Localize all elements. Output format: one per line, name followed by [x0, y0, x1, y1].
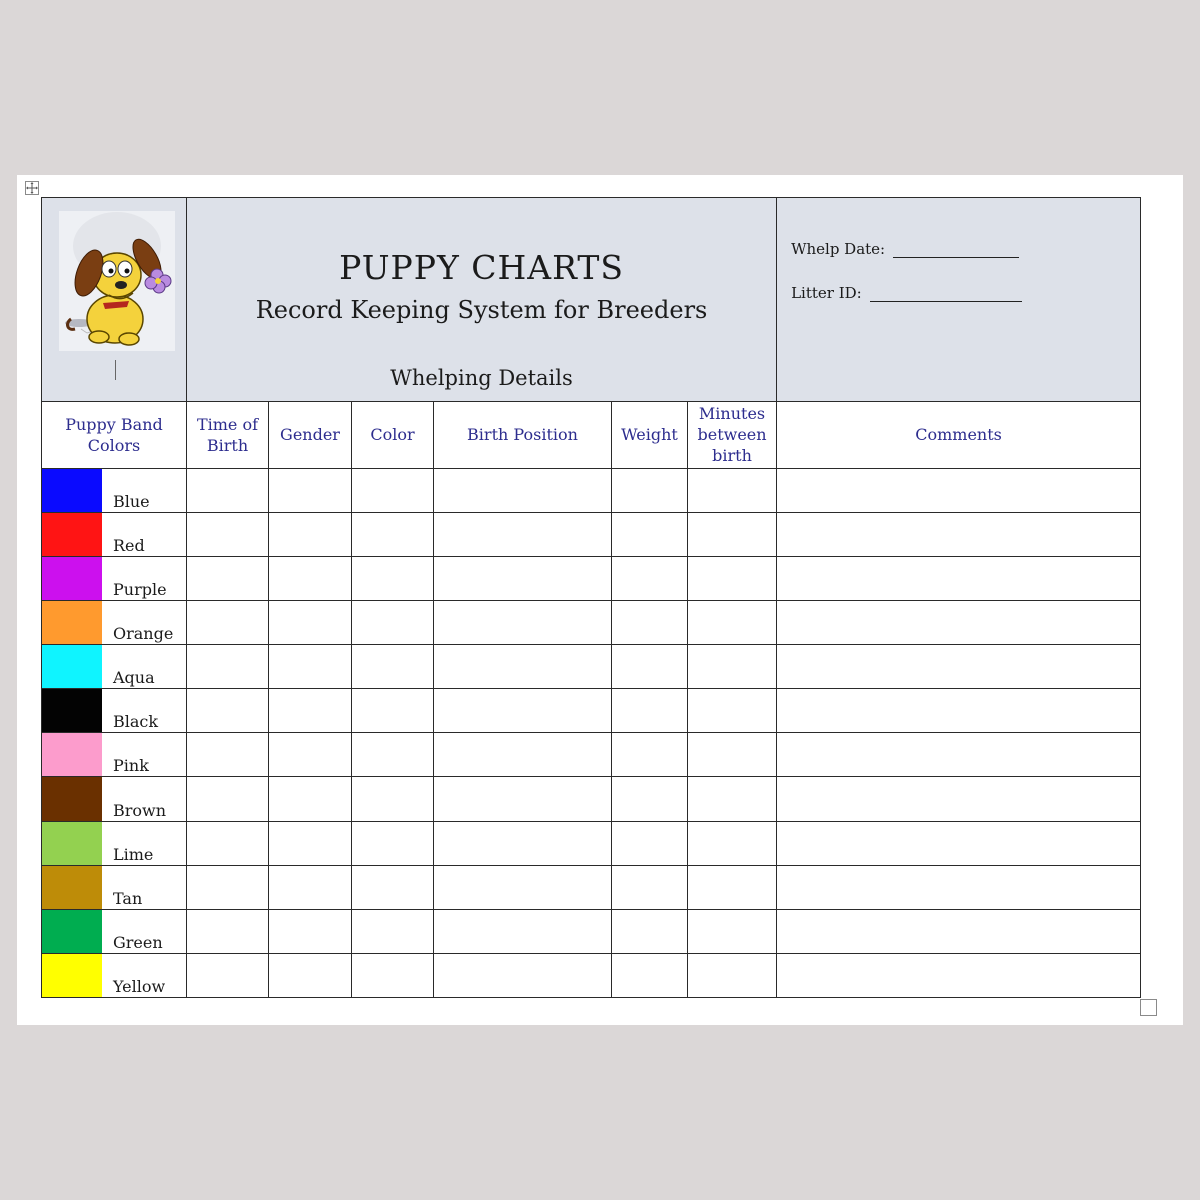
color-cell[interactable] — [352, 601, 434, 645]
color-cell[interactable] — [352, 512, 434, 556]
birth-position-cell[interactable] — [434, 512, 612, 556]
birth-position-cell[interactable] — [434, 953, 612, 997]
column-header-band-colors: Puppy Band Colors — [42, 402, 187, 469]
table-resize-handle-icon[interactable] — [1140, 999, 1157, 1016]
litter-id-field[interactable] — [791, 284, 1022, 302]
page-title: PUPPY CHARTS — [339, 248, 624, 287]
comments-cell[interactable] — [777, 556, 1141, 600]
time-of-birth-cell[interactable] — [187, 601, 269, 645]
birth-position-cell[interactable] — [434, 909, 612, 953]
table-row — [42, 556, 1141, 600]
litter-id-blank[interactable] — [870, 287, 1022, 302]
logo-divider — [115, 360, 116, 380]
table-row — [42, 733, 1141, 777]
color-cell[interactable] — [352, 777, 434, 821]
minutes-between-cell[interactable] — [688, 512, 777, 556]
band-color-swatch — [42, 689, 102, 732]
gender-cell[interactable] — [269, 512, 352, 556]
column-header-time-of-birth: Time of Birth — [187, 402, 269, 469]
gender-cell[interactable] — [269, 468, 352, 512]
band-color-cell — [42, 468, 187, 512]
birth-position-cell[interactable] — [434, 821, 612, 865]
time-of-birth-cell[interactable] — [187, 953, 269, 997]
table-row — [42, 468, 1141, 512]
column-header-row — [42, 402, 1141, 469]
comments-cell[interactable] — [777, 733, 1141, 777]
comments-cell[interactable] — [777, 601, 1141, 645]
column-header-minutes-between: Minutes between birth — [688, 402, 777, 469]
band-color-swatch — [42, 733, 102, 776]
birth-position-cell[interactable] — [434, 865, 612, 909]
color-cell[interactable] — [352, 689, 434, 733]
gender-cell[interactable] — [269, 865, 352, 909]
birth-position-cell[interactable] — [434, 733, 612, 777]
band-color-swatch — [42, 954, 102, 997]
logo-cell — [42, 198, 187, 402]
color-cell[interactable] — [352, 733, 434, 777]
time-of-birth-cell[interactable] — [187, 512, 269, 556]
band-color-label: Tan — [113, 888, 143, 908]
band-color-cell — [42, 689, 187, 733]
time-of-birth-cell[interactable] — [187, 645, 269, 689]
minutes-between-cell[interactable] — [688, 777, 777, 821]
band-color-label: Yellow — [113, 977, 166, 996]
gender-cell[interactable] — [269, 689, 352, 733]
comments-cell[interactable] — [777, 468, 1141, 512]
birth-position-cell[interactable] — [434, 468, 612, 512]
band-color-label: Lime — [113, 844, 154, 864]
band-color-label: Purple — [113, 580, 167, 600]
band-color-label: Green — [113, 932, 163, 952]
table-row — [42, 689, 1141, 733]
minutes-between-cell[interactable] — [688, 689, 777, 733]
time-of-birth-cell[interactable] — [187, 556, 269, 600]
comments-cell[interactable] — [777, 865, 1141, 909]
birth-position-cell[interactable] — [434, 645, 612, 689]
weight-cell[interactable] — [612, 865, 688, 909]
weight-cell[interactable] — [612, 821, 688, 865]
minutes-between-cell[interactable] — [688, 953, 777, 997]
band-color-label: Orange — [113, 624, 174, 644]
minutes-between-cell[interactable] — [688, 645, 777, 689]
band-color-cell — [42, 953, 187, 997]
column-header-gender: Gender — [269, 402, 352, 469]
gender-cell[interactable] — [269, 645, 352, 689]
minutes-between-cell[interactable] — [688, 733, 777, 777]
minutes-between-cell[interactable] — [688, 865, 777, 909]
band-color-label: Red — [113, 535, 145, 555]
litter-info-cell — [777, 198, 1141, 402]
band-color-label: Blue — [113, 491, 150, 511]
band-color-cell — [42, 601, 187, 645]
color-cell[interactable] — [352, 468, 434, 512]
whelp-date-blank[interactable] — [893, 243, 1019, 258]
minutes-between-cell[interactable] — [688, 909, 777, 953]
weight-cell[interactable] — [612, 556, 688, 600]
table-row — [42, 645, 1141, 689]
minutes-between-cell[interactable] — [688, 601, 777, 645]
comments-cell[interactable] — [777, 821, 1141, 865]
comments-cell[interactable] — [777, 777, 1141, 821]
band-color-cell — [42, 821, 187, 865]
birth-position-cell[interactable] — [434, 777, 612, 821]
band-color-cell — [42, 777, 187, 821]
color-cell[interactable] — [352, 645, 434, 689]
band-color-cell — [42, 645, 187, 689]
gender-cell[interactable] — [269, 601, 352, 645]
column-header-weight: Weight — [612, 402, 688, 469]
band-color-label: Black — [113, 712, 159, 732]
time-of-birth-cell[interactable] — [187, 865, 269, 909]
minutes-between-cell[interactable] — [688, 556, 777, 600]
time-of-birth-cell[interactable] — [187, 689, 269, 733]
band-color-cell — [42, 733, 187, 777]
comments-cell[interactable] — [777, 512, 1141, 556]
table-row — [42, 512, 1141, 556]
comments-cell[interactable] — [777, 689, 1141, 733]
birth-position-cell[interactable] — [434, 689, 612, 733]
band-color-cell — [42, 865, 187, 909]
title-cell — [187, 198, 777, 402]
band-color-swatch — [42, 645, 102, 688]
color-cell[interactable] — [352, 556, 434, 600]
gender-cell[interactable] — [269, 777, 352, 821]
band-color-label: Aqua — [113, 668, 155, 688]
color-cell[interactable] — [352, 909, 434, 953]
band-color-label: Pink — [113, 756, 149, 776]
color-cell[interactable] — [352, 953, 434, 997]
band-color-label: Brown — [113, 800, 167, 820]
gender-cell[interactable] — [269, 556, 352, 600]
table-row — [42, 601, 1141, 645]
color-cell[interactable] — [352, 865, 434, 909]
weight-cell[interactable] — [612, 601, 688, 645]
table-row — [42, 777, 1141, 821]
birth-position-cell[interactable] — [434, 556, 612, 600]
gender-cell[interactable] — [269, 821, 352, 865]
time-of-birth-cell[interactable] — [187, 821, 269, 865]
band-color-swatch — [42, 910, 102, 953]
weight-cell[interactable] — [612, 512, 688, 556]
table-row — [42, 909, 1141, 953]
comments-cell[interactable] — [777, 953, 1141, 997]
table-row — [42, 953, 1141, 997]
band-color-swatch — [42, 822, 102, 865]
column-header-color: Color — [352, 402, 434, 469]
gender-cell[interactable] — [269, 733, 352, 777]
time-of-birth-cell[interactable] — [187, 733, 269, 777]
page-subtitle: Record Keeping System for Breeders — [255, 296, 708, 324]
puppy-chart-table — [41, 197, 1140, 998]
table-row — [42, 865, 1141, 909]
minutes-between-cell[interactable] — [688, 821, 777, 865]
whelp-date-field[interactable] — [791, 240, 1019, 258]
band-color-swatch — [42, 777, 102, 820]
band-color-swatch — [42, 601, 102, 644]
birth-position-cell[interactable] — [434, 601, 612, 645]
table-move-handle-icon[interactable] — [25, 181, 39, 195]
weight-cell[interactable] — [612, 689, 688, 733]
band-color-swatch — [42, 557, 102, 600]
gender-cell[interactable] — [269, 953, 352, 997]
minutes-between-cell[interactable] — [688, 468, 777, 512]
comments-cell[interactable] — [777, 909, 1141, 953]
band-color-cell — [42, 909, 187, 953]
whelp-date-label: Whelp Date: — [791, 240, 886, 258]
column-header-birth-position: Birth Position — [434, 402, 612, 469]
litter-id-label: Litter ID: — [791, 284, 862, 302]
puppy-logo-icon — [59, 211, 175, 351]
time-of-birth-cell[interactable] — [187, 468, 269, 512]
weight-cell[interactable] — [612, 645, 688, 689]
time-of-birth-cell[interactable] — [187, 777, 269, 821]
band-color-cell — [42, 512, 187, 556]
weight-cell[interactable] — [612, 953, 688, 997]
section-title: Whelping Details — [390, 366, 573, 390]
column-header-comments: Comments — [777, 402, 1141, 469]
band-color-cell — [42, 556, 187, 600]
color-cell[interactable] — [352, 821, 434, 865]
weight-cell[interactable] — [612, 468, 688, 512]
weight-cell[interactable] — [612, 733, 688, 777]
band-color-swatch — [42, 866, 102, 909]
band-color-swatch — [42, 469, 102, 512]
time-of-birth-cell[interactable] — [187, 909, 269, 953]
gender-cell[interactable] — [269, 909, 352, 953]
weight-cell[interactable] — [612, 909, 688, 953]
comments-cell[interactable] — [777, 645, 1141, 689]
table-row — [42, 821, 1141, 865]
band-color-swatch — [42, 513, 102, 556]
weight-cell[interactable] — [612, 777, 688, 821]
